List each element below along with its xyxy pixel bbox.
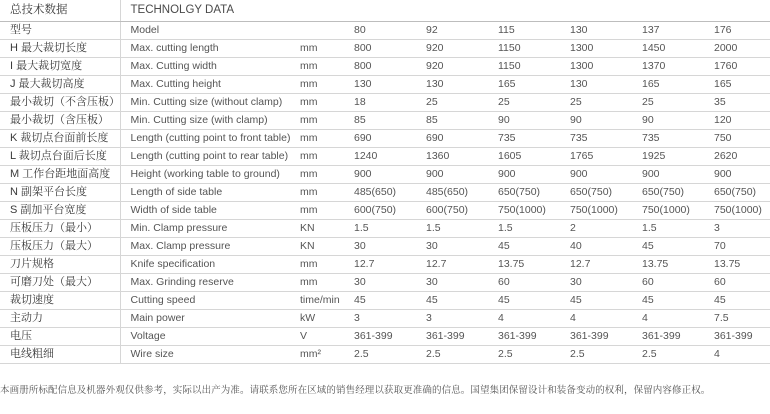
- spec-label-chinese: 最小裁切（不含压板）: [0, 94, 120, 112]
- spec-unit: KN: [300, 220, 352, 238]
- spec-value: 25: [640, 94, 712, 112]
- spec-value: 70: [712, 238, 770, 256]
- spec-value: 92: [424, 22, 496, 40]
- spec-value: 1.5: [424, 220, 496, 238]
- spec-label-english: Max. Cutting height: [120, 76, 300, 94]
- spec-value: 80: [352, 22, 424, 40]
- spec-unit: [300, 22, 352, 40]
- spec-value: 45: [496, 292, 568, 310]
- spec-value: 3: [352, 310, 424, 328]
- spec-label-chinese: 最小裁切（含压板）: [0, 112, 120, 130]
- spec-value: 650(750): [712, 184, 770, 202]
- spec-label-english: Max. cutting length: [120, 40, 300, 58]
- spec-value: 485(650): [352, 184, 424, 202]
- spec-value: 85: [352, 112, 424, 130]
- spec-unit: mm: [300, 58, 352, 76]
- spec-value: 3: [424, 310, 496, 328]
- spec-value: 900: [496, 166, 568, 184]
- spec-label-english: Wire size: [120, 346, 300, 364]
- spec-value: 920: [424, 40, 496, 58]
- table-row: [0, 130, 770, 148]
- table-row: [0, 274, 770, 292]
- spec-value: 30: [352, 274, 424, 292]
- spec-unit: mm: [300, 274, 352, 292]
- spec-label-chinese: 压板压力（最大）: [0, 238, 120, 256]
- spec-value: 130: [568, 22, 640, 40]
- table-row: [0, 256, 770, 274]
- spec-label-english: Height (working table to ground): [120, 166, 300, 184]
- spec-value: 2.5: [640, 346, 712, 364]
- spec-unit: mm: [300, 148, 352, 166]
- spec-value: 13.75: [496, 256, 568, 274]
- spec-value: 130: [352, 76, 424, 94]
- spec-label-english: Voltage: [120, 328, 300, 346]
- spec-label-english: Max. Cutting width: [120, 58, 300, 76]
- spec-unit: kW: [300, 310, 352, 328]
- spec-value: 600(750): [352, 202, 424, 220]
- spec-value: 4: [640, 310, 712, 328]
- table-row: [0, 166, 770, 184]
- spec-value: 2620: [712, 148, 770, 166]
- spec-value: 137: [640, 22, 712, 40]
- spec-unit: mm: [300, 112, 352, 130]
- spec-label-english: Length (cutting point to front table): [120, 130, 300, 148]
- spec-value: 1925: [640, 148, 712, 166]
- spec-value: 60: [496, 274, 568, 292]
- spec-unit: time/min: [300, 292, 352, 310]
- spec-value: 1150: [496, 40, 568, 58]
- spec-unit: mm: [300, 256, 352, 274]
- spec-value: 12.7: [568, 256, 640, 274]
- spec-label-chinese: 型号: [0, 22, 120, 40]
- spec-value: 13.75: [640, 256, 712, 274]
- spec-value: 120: [712, 112, 770, 130]
- spec-value: 750(1000): [568, 202, 640, 220]
- spec-value: 165: [712, 76, 770, 94]
- spec-value: 900: [424, 166, 496, 184]
- spec-value: 2: [568, 220, 640, 238]
- spec-value: 45: [640, 292, 712, 310]
- spec-label-english: Cutting speed: [120, 292, 300, 310]
- spec-value: 361-399: [712, 328, 770, 346]
- spec-value: 900: [712, 166, 770, 184]
- spec-label-chinese: 压板压力（最小）: [0, 220, 120, 238]
- table-row: [0, 76, 770, 94]
- table-header-row: [0, 0, 770, 22]
- spec-value: 361-399: [640, 328, 712, 346]
- disclaimer-footnote: 本画册所标配信息及机器外观仅供参考，实际以出产为准。请联系您所在区域的销售经理以获取更准确的信息。国望集团保留设计和装备变动的权利，保留内容修正权。: [0, 385, 711, 396]
- spec-value: 1.5: [496, 220, 568, 238]
- spec-value: 900: [640, 166, 712, 184]
- spec-value: 165: [640, 76, 712, 94]
- spec-value: 90: [568, 112, 640, 130]
- spec-value: 900: [352, 166, 424, 184]
- spec-value: 30: [424, 238, 496, 256]
- spec-value: 3: [712, 220, 770, 238]
- spec-value: 60: [640, 274, 712, 292]
- spec-value: 361-399: [352, 328, 424, 346]
- table-row: [0, 40, 770, 58]
- spec-value: 650(750): [568, 184, 640, 202]
- spec-label-chinese: J 最大裁切高度: [0, 76, 120, 94]
- spec-value: 2000: [712, 40, 770, 58]
- spec-value: 1.5: [640, 220, 712, 238]
- spec-label-chinese: 刀片规格: [0, 256, 120, 274]
- spec-value: 45: [352, 292, 424, 310]
- spec-value: 25: [496, 94, 568, 112]
- spec-label-english: Knife specification: [120, 256, 300, 274]
- spec-unit: V: [300, 328, 352, 346]
- spec-value: 1360: [424, 148, 496, 166]
- spec-value: 690: [352, 130, 424, 148]
- spec-unit: mm²: [300, 346, 352, 364]
- table-row: [0, 292, 770, 310]
- spec-label-english: Min. Cutting size (with clamp): [120, 112, 300, 130]
- spec-value: 1300: [568, 58, 640, 76]
- spec-value: 165: [496, 76, 568, 94]
- spec-value: 115: [496, 22, 568, 40]
- spec-label-chinese: 电压: [0, 328, 120, 346]
- spec-value: 600(750): [424, 202, 496, 220]
- header-chinese-title: 总技术数据: [0, 0, 120, 22]
- spec-value: 800: [352, 58, 424, 76]
- spec-label-english: Length of side table: [120, 184, 300, 202]
- spec-value: 45: [640, 238, 712, 256]
- spec-value: 90: [640, 112, 712, 130]
- spec-unit: mm: [300, 130, 352, 148]
- spec-value: 60: [712, 274, 770, 292]
- spec-value: 2.5: [568, 346, 640, 364]
- spec-value: 25: [568, 94, 640, 112]
- table-row: [0, 220, 770, 238]
- spec-value: 45: [712, 292, 770, 310]
- spec-value: 800: [352, 40, 424, 58]
- spec-value: 45: [424, 292, 496, 310]
- spec-label-english: Width of side table: [120, 202, 300, 220]
- spec-value: 2.5: [496, 346, 568, 364]
- spec-value: 750(1000): [712, 202, 770, 220]
- spec-label-chinese: 可磨刀处（最大）: [0, 274, 120, 292]
- spec-unit: mm: [300, 202, 352, 220]
- table-row: [0, 148, 770, 166]
- spec-value: 7.5: [712, 310, 770, 328]
- spec-value: 130: [424, 76, 496, 94]
- spec-value: 1765: [568, 148, 640, 166]
- spec-value: 176: [712, 22, 770, 40]
- spec-value: 750(1000): [496, 202, 568, 220]
- spec-label-chinese: S 副加平台宽度: [0, 202, 120, 220]
- spec-label-english: Model: [120, 22, 300, 40]
- spec-value: 4: [496, 310, 568, 328]
- spec-label-chinese: 裁切速度: [0, 292, 120, 310]
- spec-value: 12.7: [352, 256, 424, 274]
- spec-label-english: Min. Cutting size (without clamp): [120, 94, 300, 112]
- spec-value: 1150: [496, 58, 568, 76]
- spec-label-chinese: L 裁切点台面后长度: [0, 148, 120, 166]
- header-english-title: TECHNOLGY DATA: [120, 0, 770, 22]
- spec-label-chinese: 主动力: [0, 310, 120, 328]
- spec-value: 130: [568, 76, 640, 94]
- spec-label-english: Length (cutting point to rear table): [120, 148, 300, 166]
- table-row: [0, 202, 770, 220]
- spec-value: 30: [568, 274, 640, 292]
- spec-value: 735: [640, 130, 712, 148]
- spec-value: 1300: [568, 40, 640, 58]
- spec-unit: mm: [300, 184, 352, 202]
- spec-value: 45: [568, 292, 640, 310]
- spec-unit: KN: [300, 238, 352, 256]
- spec-value: 1450: [640, 40, 712, 58]
- spec-value: 361-399: [496, 328, 568, 346]
- spec-value: 1370: [640, 58, 712, 76]
- spec-value: 25: [424, 94, 496, 112]
- spec-label-english: Main power: [120, 310, 300, 328]
- spec-label-english: Min. Clamp pressure: [120, 220, 300, 238]
- spec-value: 650(750): [496, 184, 568, 202]
- spec-value: 30: [424, 274, 496, 292]
- table-row: [0, 22, 770, 40]
- spec-value: 690: [424, 130, 496, 148]
- spec-value: 1240: [352, 148, 424, 166]
- spec-unit: mm: [300, 40, 352, 58]
- spec-label-chinese: M 工作台距地面高度: [0, 166, 120, 184]
- spec-value: 30: [352, 238, 424, 256]
- spec-value: 2.5: [352, 346, 424, 364]
- table-row: [0, 346, 770, 364]
- spec-unit: mm: [300, 76, 352, 94]
- spec-value: 361-399: [424, 328, 496, 346]
- spec-value: 1760: [712, 58, 770, 76]
- table-row: [0, 112, 770, 130]
- spec-label-chinese: N 副架平台长度: [0, 184, 120, 202]
- spec-label-chinese: H 最大裁切长度: [0, 40, 120, 58]
- table-row: [0, 310, 770, 328]
- spec-value: 735: [568, 130, 640, 148]
- spec-value: 920: [424, 58, 496, 76]
- table-row: [0, 58, 770, 76]
- spec-value: 35: [712, 94, 770, 112]
- table-row: [0, 328, 770, 346]
- table-row: [0, 238, 770, 256]
- spec-value: 750: [712, 130, 770, 148]
- spec-label-english: Max. Grinding reserve: [120, 274, 300, 292]
- spec-value: 13.75: [712, 256, 770, 274]
- spec-value: 18: [352, 94, 424, 112]
- spec-value: 900: [568, 166, 640, 184]
- spec-value: 2.5: [424, 346, 496, 364]
- spec-label-chinese: I 最大裁切宽度: [0, 58, 120, 76]
- spec-value: 650(750): [640, 184, 712, 202]
- spec-value: 1.5: [352, 220, 424, 238]
- spec-value: 361-399: [568, 328, 640, 346]
- spec-value: 45: [496, 238, 568, 256]
- spec-value: 485(650): [424, 184, 496, 202]
- spec-value: 4: [568, 310, 640, 328]
- spec-value: 735: [496, 130, 568, 148]
- spec-value: 12.7: [424, 256, 496, 274]
- spec-unit: mm: [300, 166, 352, 184]
- spec-value: 85: [424, 112, 496, 130]
- table-row: [0, 94, 770, 112]
- spec-label-english: Max. Clamp pressure: [120, 238, 300, 256]
- spec-value: 90: [496, 112, 568, 130]
- spec-label-chinese: 电线粗细: [0, 346, 120, 364]
- spec-value: 4: [712, 346, 770, 364]
- table-row: [0, 184, 770, 202]
- spec-value: 1605: [496, 148, 568, 166]
- spec-value: 750(1000): [640, 202, 712, 220]
- spec-unit: mm: [300, 94, 352, 112]
- spec-value: 40: [568, 238, 640, 256]
- spec-label-chinese: K 裁切点台面前长度: [0, 130, 120, 148]
